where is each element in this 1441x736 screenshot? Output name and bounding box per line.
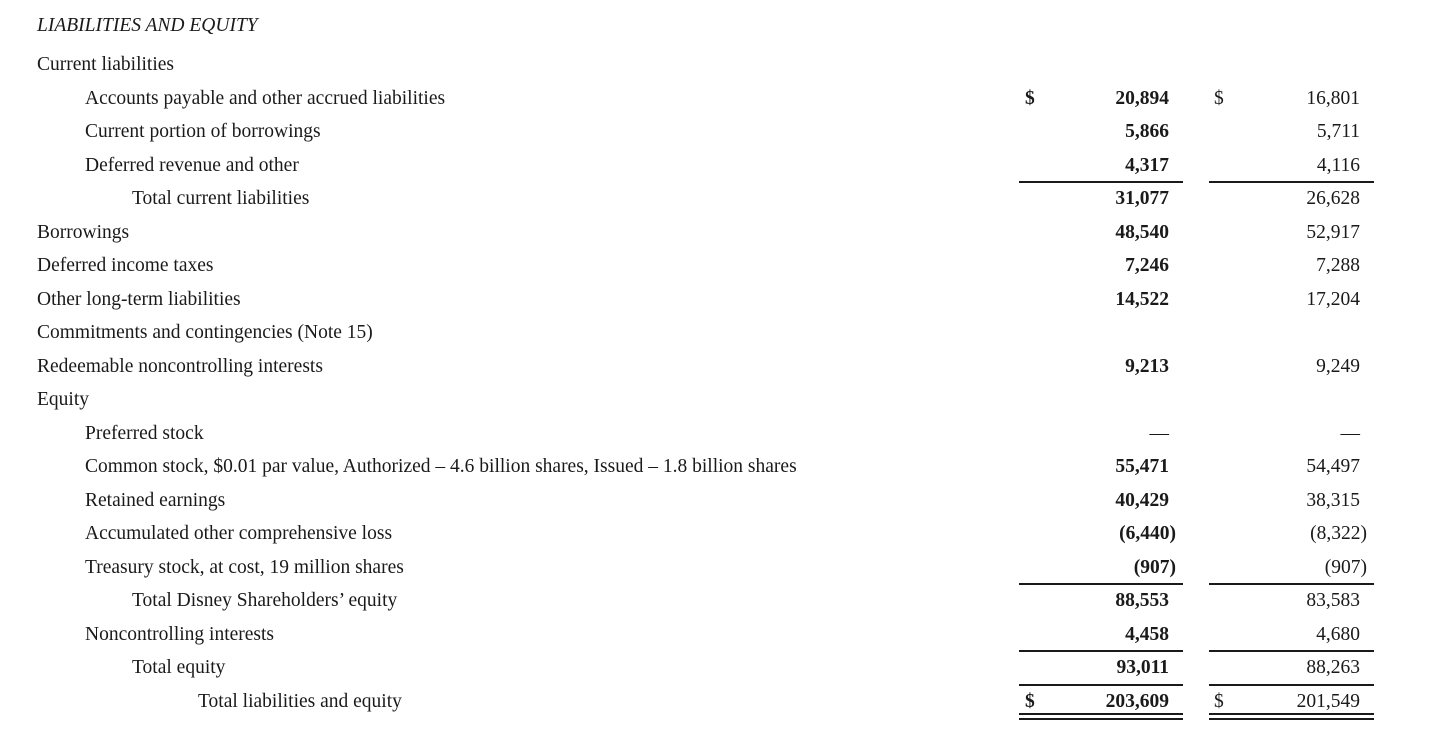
value-current: 14,522 bbox=[1115, 289, 1169, 310]
row-borrowings bbox=[0, 216, 1441, 249]
value-prior: (907) bbox=[1324, 557, 1367, 578]
row-aoci bbox=[0, 517, 1441, 550]
row-label: Noncontrolling interests bbox=[85, 624, 275, 645]
currency-symbol-current: $ bbox=[1025, 691, 1035, 712]
row-label: Current liabilities bbox=[37, 54, 175, 75]
value-current: (6,440) bbox=[1119, 523, 1176, 544]
value-prior: 54,497 bbox=[1306, 456, 1360, 477]
row-label: Equity bbox=[37, 389, 89, 410]
section-title: LIABILITIES AND EQUITY bbox=[37, 15, 258, 36]
value-current: 55,471 bbox=[1115, 456, 1169, 477]
row-common-stock bbox=[0, 450, 1441, 483]
value-prior: 52,917 bbox=[1306, 222, 1360, 243]
row-current-liabilities bbox=[0, 48, 1441, 81]
row-deferred-income-taxes bbox=[0, 249, 1441, 282]
value-current: 31,077 bbox=[1115, 188, 1169, 209]
row-other-long-term-liabilities bbox=[0, 283, 1441, 316]
value-current: (907) bbox=[1133, 557, 1176, 578]
row-redeemable-nci bbox=[0, 350, 1441, 383]
row-label: Total equity bbox=[132, 657, 226, 678]
row-total-equity bbox=[0, 651, 1441, 684]
value-prior: 7,288 bbox=[1316, 255, 1360, 276]
value-prior: 9,249 bbox=[1316, 356, 1360, 377]
double-underline-current bbox=[1019, 713, 1183, 720]
row-retained-earnings bbox=[0, 484, 1441, 517]
value-current: — bbox=[1149, 423, 1169, 444]
row-label: Borrowings bbox=[37, 222, 130, 243]
row-label: Preferred stock bbox=[85, 423, 204, 444]
row-equity bbox=[0, 383, 1441, 416]
row-accounts-payable bbox=[0, 82, 1441, 115]
row-label: Common stock, $0.01 par value, Authorized – 4.6 billion shares, Issued – 1.8 billion shares bbox=[85, 456, 797, 477]
value-prior: 4,116 bbox=[1316, 155, 1360, 176]
currency-symbol-prior: $ bbox=[1214, 88, 1224, 109]
row-label: Accumulated other comprehensive loss bbox=[85, 523, 393, 544]
value-current: 93,011 bbox=[1116, 657, 1169, 678]
currency-symbol-current: $ bbox=[1025, 88, 1035, 109]
value-prior: 4,680 bbox=[1316, 624, 1360, 645]
row-total-disney-equity bbox=[0, 584, 1441, 617]
row-label: Commitments and contingencies (Note 15) bbox=[37, 322, 373, 343]
value-current: 4,458 bbox=[1125, 624, 1169, 645]
value-current: 40,429 bbox=[1115, 490, 1169, 511]
value-current: 9,213 bbox=[1125, 356, 1169, 377]
row-label: Current portion of borrowings bbox=[85, 121, 321, 142]
value-prior: 26,628 bbox=[1306, 188, 1360, 209]
row-label: Deferred income taxes bbox=[37, 255, 214, 276]
value-current: 20,894 bbox=[1115, 88, 1169, 109]
row-label: Redeemable noncontrolling interests bbox=[37, 356, 323, 377]
row-label: Other long-term liabilities bbox=[37, 289, 241, 310]
row-label: Treasury stock, at cost, 19 million shares bbox=[85, 557, 404, 578]
value-current: 48,540 bbox=[1115, 222, 1169, 243]
value-prior: 17,204 bbox=[1306, 289, 1360, 310]
row-label: Total liabilities and equity bbox=[198, 691, 402, 712]
row-commitments bbox=[0, 316, 1441, 349]
row-total-current-liabilities bbox=[0, 182, 1441, 215]
value-current: 7,246 bbox=[1125, 255, 1169, 276]
row-treasury-stock bbox=[0, 551, 1441, 584]
value-prior: 5,711 bbox=[1316, 121, 1360, 142]
value-prior: — bbox=[1340, 423, 1360, 444]
row-noncontrolling-interests bbox=[0, 618, 1441, 651]
row-deferred-revenue bbox=[0, 149, 1441, 182]
value-prior: 16,801 bbox=[1306, 88, 1360, 109]
row-label: Deferred revenue and other bbox=[85, 155, 299, 176]
value-current: 88,553 bbox=[1115, 590, 1169, 611]
row-label: Total current liabilities bbox=[132, 188, 310, 209]
row-preferred-stock bbox=[0, 417, 1441, 450]
currency-symbol-prior: $ bbox=[1214, 691, 1224, 712]
value-prior: 88,263 bbox=[1306, 657, 1360, 678]
value-prior: 38,315 bbox=[1306, 490, 1360, 511]
value-current: 4,317 bbox=[1125, 155, 1169, 176]
row-label: Retained earnings bbox=[85, 490, 226, 511]
value-prior: 83,583 bbox=[1306, 590, 1360, 611]
value-current: 203,609 bbox=[1105, 691, 1169, 712]
value-prior: 201,549 bbox=[1296, 691, 1360, 712]
double-underline-prior bbox=[1209, 713, 1374, 720]
row-current-borrowings bbox=[0, 115, 1441, 148]
row-label: Total Disney Shareholders’ equity bbox=[132, 590, 398, 611]
value-prior: (8,322) bbox=[1310, 523, 1367, 544]
row-label: Accounts payable and other accrued liabilities bbox=[85, 88, 446, 109]
value-current: 5,866 bbox=[1125, 121, 1169, 142]
